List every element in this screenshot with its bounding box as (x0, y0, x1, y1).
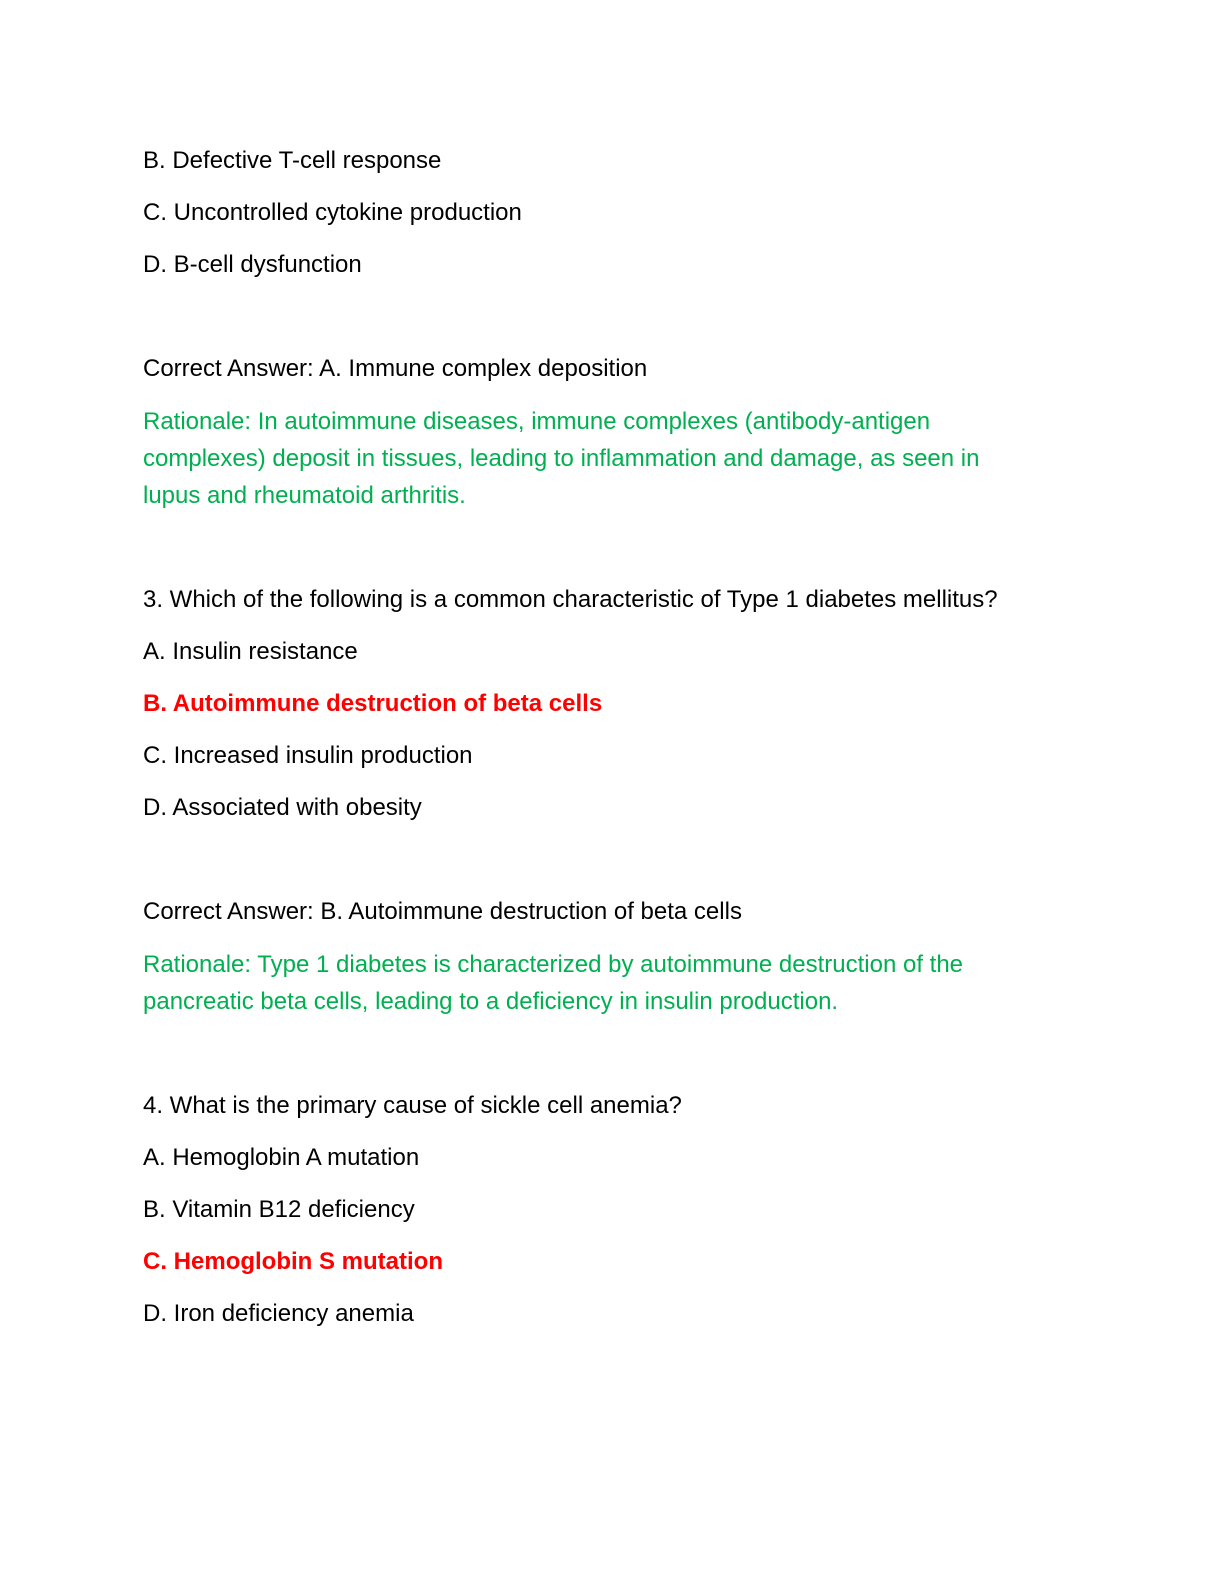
q3-option-c: C. Increased insulin production (143, 742, 473, 769)
q4-question: 4. What is the primary cause of sickle cell anemia? (143, 1092, 682, 1119)
q3-option-d: D. Associated with obesity (143, 794, 422, 821)
q3-option-b-highlighted: B. Autoimmune destruction of beta cells (143, 690, 603, 717)
document-page (143, 143, 1083, 1332)
q3-option-a: A. Insulin resistance (143, 638, 358, 665)
q4-option-b: B. Vitamin B12 deficiency (143, 1196, 415, 1223)
q2-option-b: B. Defective T-cell response (143, 147, 442, 174)
q4-option-a: A. Hemoglobin A mutation (143, 1144, 420, 1171)
q2-option-d: D. B-cell dysfunction (143, 251, 362, 278)
q3-question: 3. Which of the following is a common characteristic of Type 1 diabetes mellitus? (143, 586, 998, 613)
q4-option-c-highlighted: C. Hemoglobin S mutation (143, 1248, 443, 1275)
q3-rationale: Rationale: Type 1 diabetes is characterized by autoimmune destruction of the pancreatic beta cells, leading to a deficiency in insulin production. (143, 951, 964, 1015)
q2-option-c: C. Uncontrolled cytokine production (143, 199, 522, 226)
q3-correct-answer: Correct Answer: B. Autoimmune destruction of beta cells (143, 898, 742, 925)
q2-rationale: Rationale: In autoimmune diseases, immune complexes (antibody-antigen complexes) deposit in tissues, leading to inflammation and damage, as seen in lupus and rheumatoid arthritis. (143, 408, 980, 509)
q2-correct-answer: Correct Answer: A. Immune complex deposition (143, 355, 648, 382)
q4-option-d: D. Iron deficiency anemia (143, 1300, 414, 1327)
